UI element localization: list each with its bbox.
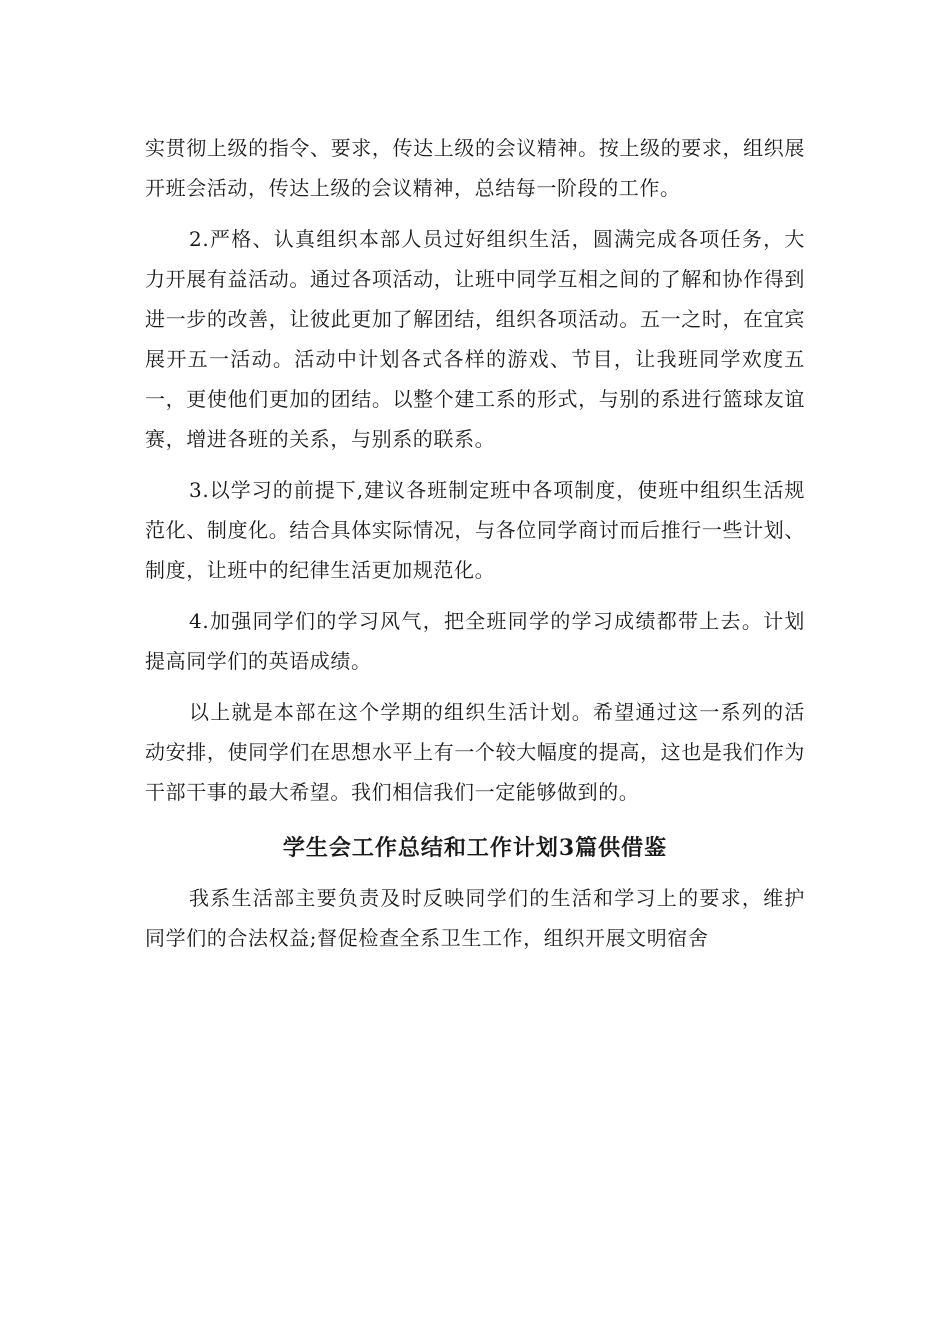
paragraph-item-3: 3.以学习的前提下,建议各班制定班中各项制度，使班中组织生活规范化、制度化。结合具体实际情况，与各位同学商讨而后推行一些计划、制度，让班中的纪律生活更加规范化。 [145, 478, 805, 582]
document-body [145, 128, 805, 958]
paragraph-spacer [145, 590, 805, 601]
paragraph-spacer [145, 459, 805, 470]
paragraph-item-2: 2.严格、认真组织本部人员过好组织生活，圆满完成各项任务，大力开展有益活动。通过各项活动，让班中同学互相之间的了解和协作得到进一步的改善，让彼此更加了解团结，组织各项活动。五一之时，在宜宾展开五一活动。活动中计划各式各样的游戏、节目，让我班同学欢度五一，更使他们更加的团结。以整个建工系的形式，与别的系进行篮球友谊赛，增进各班的关系，与别系的联系。 [145, 227, 805, 451]
paragraph-continuation: 实贯彻上级的指令、要求，传达上级的会议精神。按上级的要求，组织展开班会活动，传达上级的会议精神，总结每一阶段的工作。 [145, 136, 805, 200]
paragraph-spacer [145, 681, 805, 692]
paragraph-item-4: 4.加强同学们的学习风气，把全班同学的学习成绩都带上去。计划提高同学们的英语成绩。 [145, 609, 805, 673]
paragraph-spacer [145, 208, 805, 219]
section-heading: 学生会工作总结和工作计划3篇供借鉴 [282, 835, 668, 861]
paragraph-intro: 我系生活部主要负责及时反映同学们的生活和学习上的要求，维护同学们的合法权益;督促检查全系卫生工作，组织开展文明宿舍 [145, 886, 805, 950]
paragraph-conclusion: 以上就是本部在这个学期的组织生活计划。希望通过这一系列的活动安排，使同学们在思想水平上有一个较大幅度的提高，这也是我们作为干部干事的最大希望。我们相信我们一定能够做到的。 [145, 700, 805, 804]
